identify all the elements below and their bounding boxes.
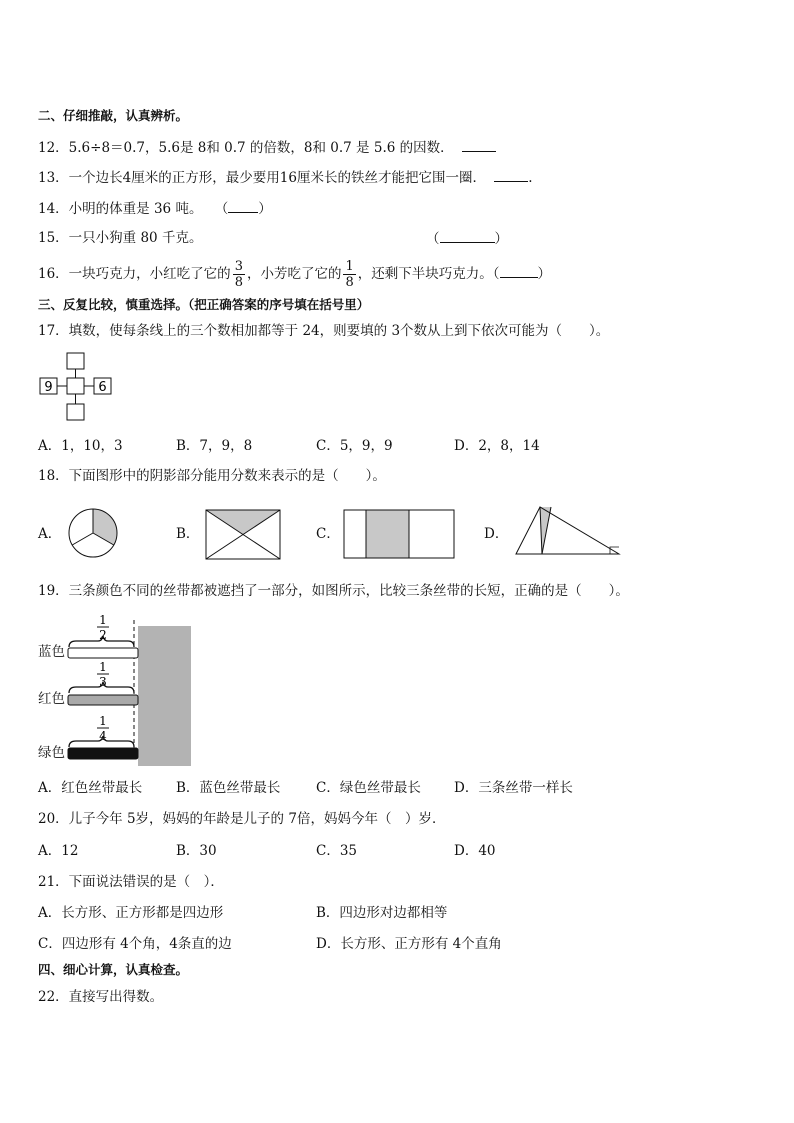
- question-13: [38, 168, 533, 187]
- answer-blank-13[interactable]: [494, 168, 528, 182]
- section-heading-2: 二、仔细推敲，认真辨析。: [38, 108, 189, 123]
- q19-option-a[interactable]: A．红色丝带最长: [38, 780, 143, 796]
- paren-close: ）: [258, 201, 272, 217]
- green-fraction-den: 4: [99, 729, 107, 743]
- question-18-text: 18．下面图形中的阴影部分能用分数来表示的是（ ）。: [38, 468, 386, 484]
- q18-option-a-label[interactable]: A．: [38, 526, 62, 542]
- fraction-3-8: $\frac{3}{8}$: [234, 259, 243, 290]
- question-16-text-2: ，小芳吃了它的: [246, 266, 342, 282]
- question-16-text-3: ，还剩下半块巧克力。: [357, 266, 493, 282]
- paren-open: （: [492, 266, 500, 282]
- question-20-text: 20．儿子今年 5岁，妈妈的年龄是儿子的 7倍，妈妈今年（ ）岁．: [38, 811, 446, 827]
- green-fraction-num: 1: [99, 714, 107, 728]
- cross-box-top: [67, 353, 84, 369]
- ribbon-label-red: 红色: [38, 691, 65, 707]
- question-16-text-1: 16．一块巧克力，小红吃了它的: [38, 266, 231, 282]
- question-13-text: 13．一个边长4厘米的正方形，最少要用16厘米长的铁丝才能把它围一圈．: [38, 170, 486, 186]
- paren-close: ）: [537, 266, 551, 282]
- ribbon-green: [68, 748, 138, 759]
- q20-option-c[interactable]: C．35: [316, 843, 358, 859]
- answer-blank-14[interactable]: [228, 199, 258, 213]
- cross-left-number: 9: [44, 380, 53, 395]
- ribbon-label-blue: 蓝色: [38, 644, 65, 660]
- red-fraction-num: 1: [99, 660, 107, 674]
- red-fraction-den: 3: [99, 675, 107, 689]
- paren-open: （: [426, 231, 440, 247]
- q20-option-d[interactable]: D．40: [454, 843, 496, 859]
- q17-option-a[interactable]: A．1，10，3: [38, 438, 123, 454]
- ribbon-blue: [68, 648, 138, 658]
- question-21-text: 21．下面说法错误的是（ ）．: [38, 874, 224, 890]
- q18-option-b-label[interactable]: B．: [176, 526, 200, 542]
- q19-option-c[interactable]: C．绿色丝带最长: [316, 780, 421, 796]
- fraction-1-8: $\frac{1}{8}$: [345, 259, 354, 290]
- q17-option-c[interactable]: C．5，9，9: [316, 438, 393, 454]
- question-19-text: 19．三条颜色不同的丝带都被遮挡了一部分，如图所示，比较三条丝带的长短，正确的是（ ）。: [38, 583, 629, 599]
- q18-option-d-label[interactable]: D．: [484, 526, 509, 542]
- paren-close: ）: [494, 231, 508, 247]
- q19-option-b[interactable]: B．蓝色丝带最长: [176, 780, 281, 796]
- question-15: [38, 229, 202, 247]
- question-22-text: 22．直接写出得数。: [38, 989, 164, 1005]
- section-heading-3: 三、反复比较，慎重选择。（把正确答案的序号填在括号里）: [38, 297, 370, 312]
- section-heading-4: 四、细心计算，认真检查。: [38, 962, 189, 977]
- answer-blank-12[interactable]: [462, 138, 496, 152]
- cross-diagram: [40, 352, 115, 424]
- q18-figure-c-strip: [343, 509, 456, 561]
- q18-option-c-label[interactable]: C．: [316, 526, 340, 542]
- blue-fraction-num: 1: [99, 613, 107, 627]
- paren-open: （: [214, 201, 229, 217]
- q21-option-d[interactable]: D．长方形、正方形有 4个直角: [316, 936, 502, 952]
- answer-paren-15: [426, 229, 508, 248]
- q21-option-a[interactable]: A．长方形、正方形都是四边形: [38, 905, 224, 921]
- q18-figure-d-triangle: [515, 506, 623, 558]
- q20-option-b[interactable]: B．30: [176, 843, 217, 859]
- question-14-text: 14．小明的体重是 36 吨。: [38, 201, 203, 217]
- q17-option-d[interactable]: D．2，8，14: [454, 438, 540, 454]
- cross-box-center: [67, 378, 84, 394]
- question-12: [38, 138, 496, 157]
- cross-right-number: 6: [98, 380, 107, 395]
- q18-figure-b-rectangle: [205, 509, 282, 561]
- question-17-text: 17．填数，使每条线上的三个数相加都等于 24，则要填的 3个数从上到下依次可能为（ ）。: [38, 323, 610, 339]
- answer-blank-16[interactable]: [500, 264, 538, 278]
- ribbon-red: [68, 695, 138, 705]
- ribbon-figure: [68, 612, 194, 768]
- question-13-end: .: [528, 170, 533, 186]
- q21-option-b[interactable]: B．四边形对边都相等: [316, 905, 448, 921]
- question-12-text: 12．5.6÷8＝0.7，5.6是 8和 0.7 的倍数，8和 0.7 是 5.6 的因数．: [38, 140, 454, 156]
- q17-option-b[interactable]: B．7，9，8: [176, 438, 253, 454]
- q20-option-a[interactable]: A．12: [38, 843, 79, 859]
- question-16: [38, 258, 551, 290]
- question-14: [38, 199, 272, 218]
- question-15-text: 15．一只小狗重 80 千克。: [38, 230, 203, 246]
- ribbon-label-green: 绿色: [38, 745, 65, 761]
- q21-option-c[interactable]: C．四边形有 4个角，4条直的边: [38, 936, 232, 952]
- q18-figure-a-circle: [68, 508, 120, 560]
- cross-box-bottom: [67, 404, 84, 420]
- blue-fraction-den: 2: [99, 628, 107, 642]
- answer-blank-15[interactable]: [440, 229, 495, 243]
- q19-option-d[interactable]: D．三条丝带一样长: [454, 780, 573, 796]
- ribbon-cover: [138, 626, 191, 766]
